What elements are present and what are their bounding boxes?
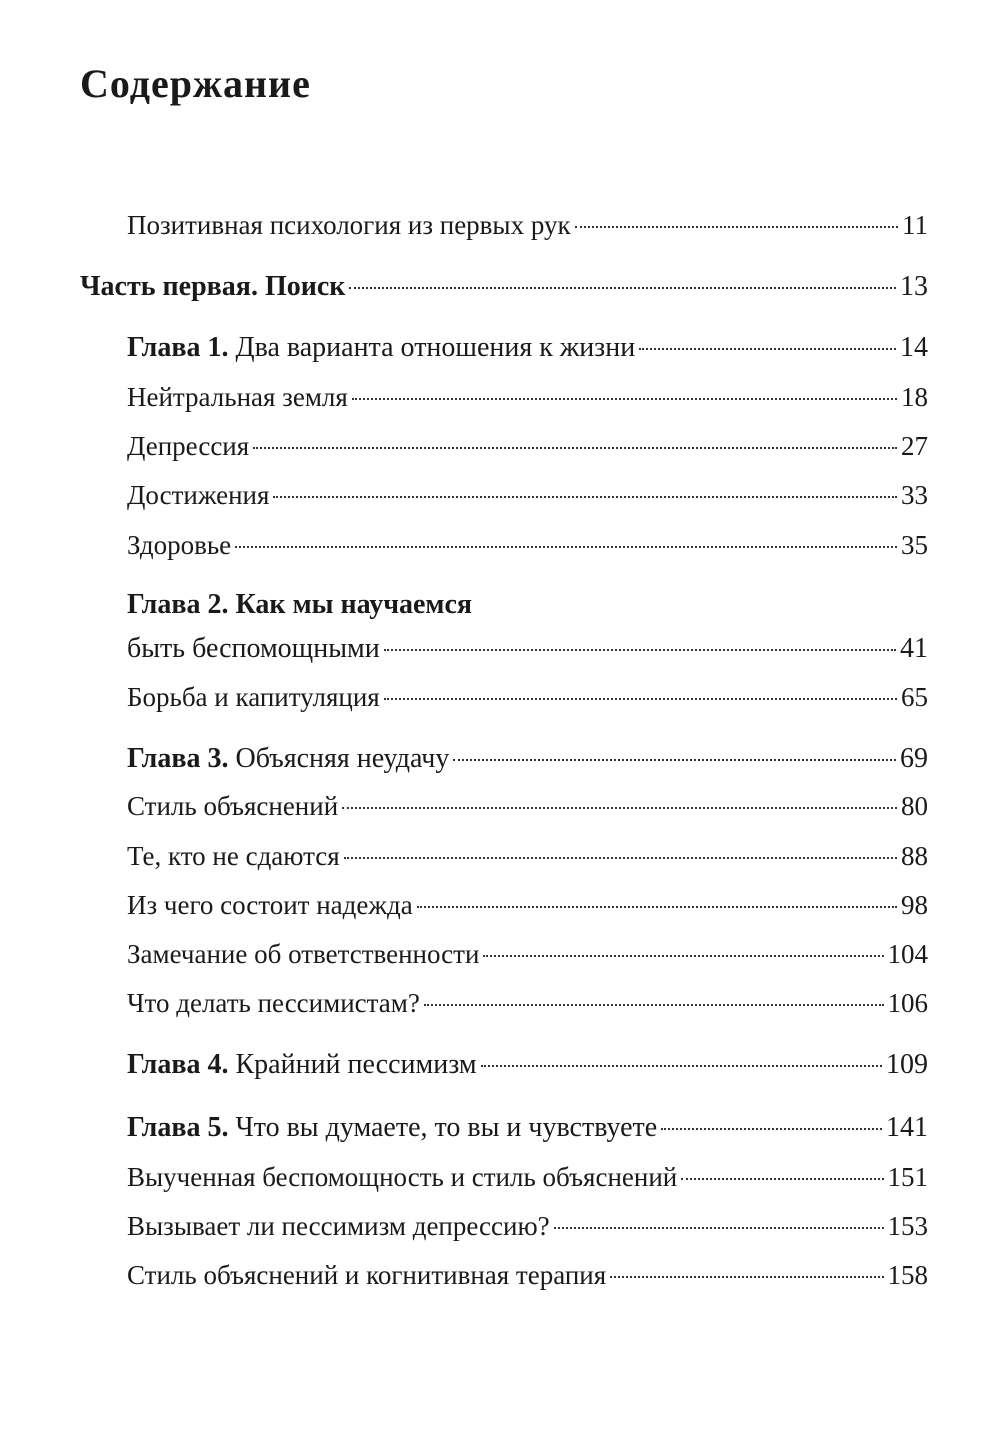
toc-entry-label: Борьба и капитуляция <box>127 682 380 712</box>
toc-entry[interactable] <box>127 836 928 876</box>
toc-entry[interactable] <box>127 677 928 717</box>
dot-leader <box>424 1004 884 1006</box>
toc-entry[interactable] <box>127 1157 928 1197</box>
toc-entry[interactable] <box>127 426 928 466</box>
page-number: 33 <box>901 480 928 510</box>
page-number: 109 <box>886 1049 928 1080</box>
dot-leader <box>483 955 883 957</box>
dot-leader <box>342 807 897 809</box>
toc-entry-label: Из чего состоит надежда <box>127 890 413 920</box>
page-title: Содержание <box>80 61 311 106</box>
toc-entry[interactable] <box>127 885 928 925</box>
toc-entry[interactable] <box>127 739 928 779</box>
toc-entry-label: Замечание об ответственности <box>127 939 480 969</box>
dot-leader <box>417 906 897 908</box>
dot-leader <box>575 226 898 228</box>
toc-entry[interactable] <box>127 205 928 245</box>
toc-entry[interactable] <box>127 1206 928 1246</box>
dot-leader <box>681 1178 883 1180</box>
page-number: 98 <box>901 890 928 920</box>
page-number: 151 <box>887 1162 928 1192</box>
chapter-number: Глава 4. <box>127 1049 236 1080</box>
toc-entry[interactable] <box>127 525 928 565</box>
dot-leader <box>273 496 897 498</box>
page-number: 69 <box>900 743 928 774</box>
page-number: 13 <box>900 271 928 302</box>
page-number: 158 <box>887 1260 928 1290</box>
dot-leader <box>639 348 896 350</box>
toc-entry-label: Нейтральная земля <box>127 382 348 412</box>
toc-entry[interactable] <box>127 475 928 515</box>
page-number: 18 <box>901 382 928 412</box>
chapter-title-line1: Как мы научаемся <box>235 589 473 620</box>
page-number: 104 <box>887 939 928 969</box>
dot-leader <box>349 287 896 289</box>
dot-leader <box>384 698 897 700</box>
toc-entry[interactable] <box>127 983 928 1023</box>
toc-entry-label: Вызывает ли пессимизм депрессию? <box>127 1211 550 1241</box>
page-number: 27 <box>901 431 928 461</box>
page-number: 41 <box>900 633 928 664</box>
page-number: 141 <box>886 1112 928 1143</box>
page-number: 88 <box>901 841 928 871</box>
toc-entry-label: Позитивная психология из первых рук <box>127 210 571 240</box>
dot-leader <box>610 1276 883 1278</box>
toc-entry-label: Здоровье <box>127 530 232 560</box>
dot-leader <box>453 759 896 761</box>
toc-entry-label: Глава 1. Два варианта отношения к жизни <box>127 332 636 363</box>
dot-leader <box>661 1128 882 1130</box>
page-number: 106 <box>887 988 928 1018</box>
dot-leader <box>235 546 897 548</box>
toc-entry-label-line1 <box>127 585 472 625</box>
toc-entry-label: быть беспомощными <box>127 633 380 664</box>
chapter-number: Глава 3. <box>127 743 236 774</box>
toc-entry-label: Глава 3. Объясняя неудачу <box>127 743 450 774</box>
page-number: 14 <box>900 332 928 363</box>
toc-entry[interactable] <box>127 934 928 974</box>
toc-entry-label: Выученная беспомощность и стиль объяснений <box>127 1162 678 1192</box>
toc-entry[interactable] <box>127 786 928 826</box>
toc-entry[interactable] <box>127 1045 928 1085</box>
page-number: 65 <box>901 682 928 712</box>
toc-entry-label: Глава 4. Крайний пессимизм <box>127 1049 477 1080</box>
toc-entry-label: Глава 5. Что вы думаете, то вы и чувствуете <box>127 1112 658 1143</box>
toc-entry[interactable] <box>80 267 928 307</box>
dot-leader <box>384 649 896 651</box>
page-number: 11 <box>902 210 928 240</box>
toc-entry[interactable] <box>127 1108 928 1148</box>
toc-entry-label: Стиль объяснений и когнитивная терапия <box>127 1260 607 1290</box>
toc-entry-label: Что делать пессимистам? <box>127 988 420 1018</box>
page-number: 153 <box>887 1211 928 1241</box>
toc-entry[interactable] <box>127 1255 928 1295</box>
page-number: 80 <box>901 791 928 821</box>
toc-entry[interactable] <box>127 629 928 669</box>
dot-leader <box>481 1065 882 1067</box>
toc-entry-label: Депрессия <box>127 431 250 461</box>
page-number: 35 <box>901 530 928 560</box>
dot-leader <box>352 398 897 400</box>
toc-entry-label: Те, кто не сдаются <box>127 841 340 871</box>
dot-leader <box>344 857 897 859</box>
toc-entry[interactable] <box>127 377 928 417</box>
toc-entry-label: Стиль объяснений <box>127 791 339 821</box>
toc-entry-label: Часть первая. Поиск <box>80 271 346 302</box>
toc-entry[interactable] <box>127 328 928 368</box>
dot-leader <box>253 447 897 449</box>
chapter-number: Глава 5. <box>127 1112 236 1143</box>
toc-entry-label: Достижения <box>127 480 270 510</box>
chapter-number: Глава 2. <box>127 589 236 620</box>
chapter-number: Глава 1. <box>127 332 236 363</box>
dot-leader <box>554 1227 884 1229</box>
